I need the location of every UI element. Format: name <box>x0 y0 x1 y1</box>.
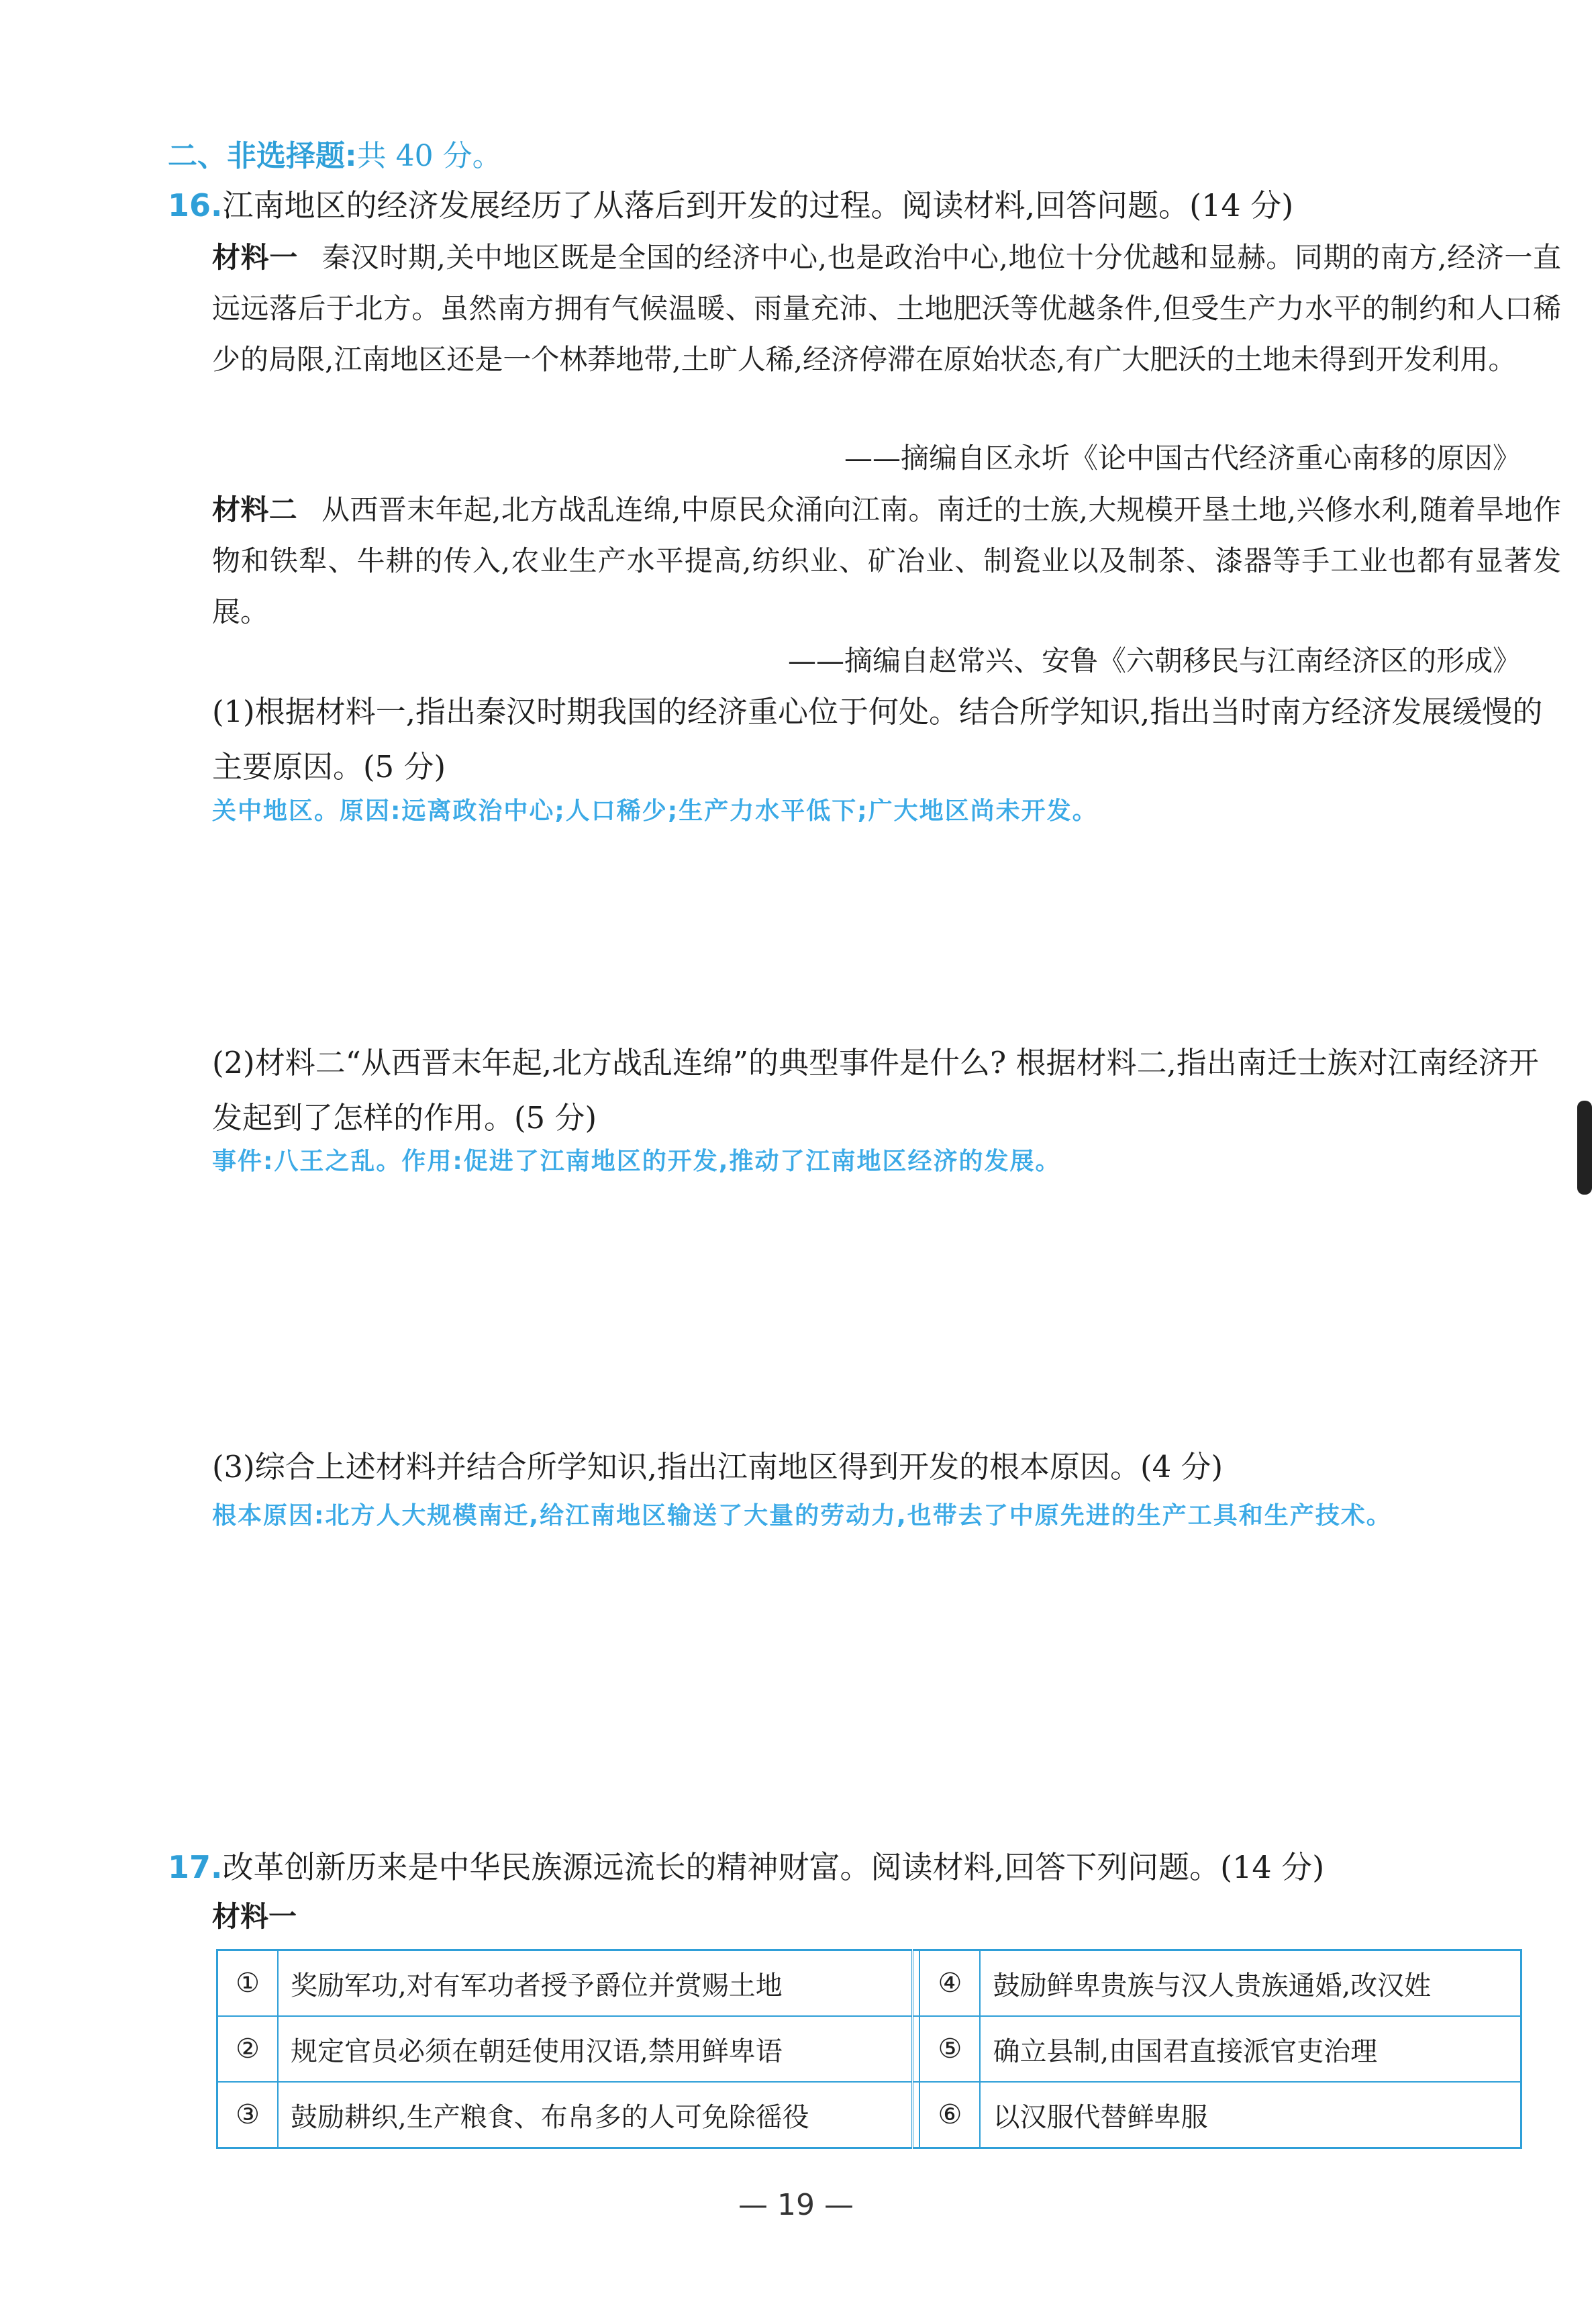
q16-material-1-label: 材料一 <box>212 241 298 274</box>
column-divider <box>913 1950 920 2017</box>
item-text: 鼓励鲜卑贵族与汉人贵族通婚,改汉姓 <box>980 1950 1521 2017</box>
item-number: ③ <box>217 2082 279 2148</box>
q16-material-1-source: ——摘编自区永圻《论中国古代经济重心南移的原因》 <box>844 442 1521 474</box>
item-number: ⑤ <box>919 2016 980 2082</box>
q16-material-2-text: 从西晋末年起,北方战乱连绵,中原民众涌向江南。南迁的士族,大规模开垦土地,兴修水利,随着旱地作物和铁犁、牛耕的传入,农业生产水平提高,纺织业、矿冶业、制瓷业以及制茶、漆器等手工业也都有显著发展。 <box>212 493 1561 628</box>
q16-part-1-answer: 关中地区。原因:远离政治中心;人口稀少;生产力水平低下;广大地区尚未开发。 <box>212 797 1098 825</box>
table-row <box>217 2082 1522 2148</box>
q17-material-1-table <box>216 1949 1522 2149</box>
q16-part-3-answer: 根本原因:北方人大规模南迁,给江南地区输送了大量的劳动力,也带去了中原先进的生产工具和生产技术。 <box>212 1502 1392 1530</box>
q16-part-2-prompt: (2)材料二“从西晋末年起,北方战乱连绵”的典型事件是什么? 根据材料二,指出南迁士族对江南经济开发起到了怎样的作用。(5 分) <box>212 1045 1539 1136</box>
item-number: ⑥ <box>919 2082 980 2148</box>
question-16-number: 16. <box>168 187 223 223</box>
column-divider <box>913 2016 920 2082</box>
question-16-stem <box>168 180 1293 231</box>
q16-material-1 <box>212 232 1561 385</box>
column-divider <box>913 2082 920 2148</box>
item-number: ② <box>217 2016 279 2082</box>
item-text: 确立县制,由国君直接派官吏治理 <box>980 2016 1521 2082</box>
q16-material-2-label: 材料二 <box>212 493 298 526</box>
question-16-text: 江南地区的经济发展经历了从落后到开发的过程。阅读材料,回答问题。(14 分) <box>222 187 1294 223</box>
section-heading <box>168 132 502 174</box>
q17-material-1-label: 材料一 <box>212 1900 297 1933</box>
item-text: 鼓励耕织,生产粮食、布帛多的人可免除徭役 <box>278 2082 913 2148</box>
section-points: 共 40 分。 <box>356 139 502 173</box>
item-text: 奖励军功,对有军功者授予爵位并赏赐土地 <box>278 1950 913 2017</box>
q16-part-2-answer: 事件:八王之乱。作用:促进了江南地区的开发,推动了江南地区经济的发展。 <box>212 1148 1061 1175</box>
q16-material-2-source: ——摘编自赵常兴、安鲁《六朝移民与江南经济区的形成》 <box>787 644 1521 677</box>
question-17-stem <box>168 1842 1324 1893</box>
q16-part-3-prompt: (3)综合上述材料并结合所学知识,指出江南地区得到开发的根本原因。(4 分) <box>212 1449 1224 1485</box>
table-row <box>217 2016 1522 2082</box>
binding-mark <box>1577 1101 1592 1195</box>
q16-material-1-text: 秦汉时期,关中地区既是全国的经济中心,也是政治中心,地位十分优越和显赫。同期的南方,经济一直远远落后于北方。虽然南方拥有气候温暖、雨量充沛、土地肥沃等优越条件,但受生产力水平的制约和人口稀少的局限,江南地区还是一个林莽地带,土旷人稀,经济停滞在原始状态,有广大肥沃的土地未得到开发利用。 <box>212 241 1561 376</box>
question-17-number: 17. <box>168 1849 223 1885</box>
section-title: 二、非选择题: <box>168 139 357 173</box>
q16-material-2 <box>212 485 1561 638</box>
q17-material-1 <box>212 1891 1561 1942</box>
item-number: ④ <box>919 1950 980 2017</box>
q16-part-1-prompt: (1)根据材料一,指出秦汉时期我国的经济重心位于何处。结合所学知识,指出当时南方经济发展缓慢的主要原因。(5 分) <box>212 694 1543 785</box>
item-text: 以汉服代替鲜卑服 <box>980 2082 1521 2148</box>
item-number: ① <box>217 1950 279 2017</box>
question-17-text: 改革创新历来是中华民族源远流长的精神财富。阅读材料,回答下列问题。(14 分) <box>222 1849 1325 1885</box>
table-row <box>217 1950 1522 2017</box>
item-text: 规定官员必须在朝廷使用汉语,禁用鲜卑语 <box>278 2016 913 2082</box>
page-number: — 19 — <box>738 2188 854 2222</box>
